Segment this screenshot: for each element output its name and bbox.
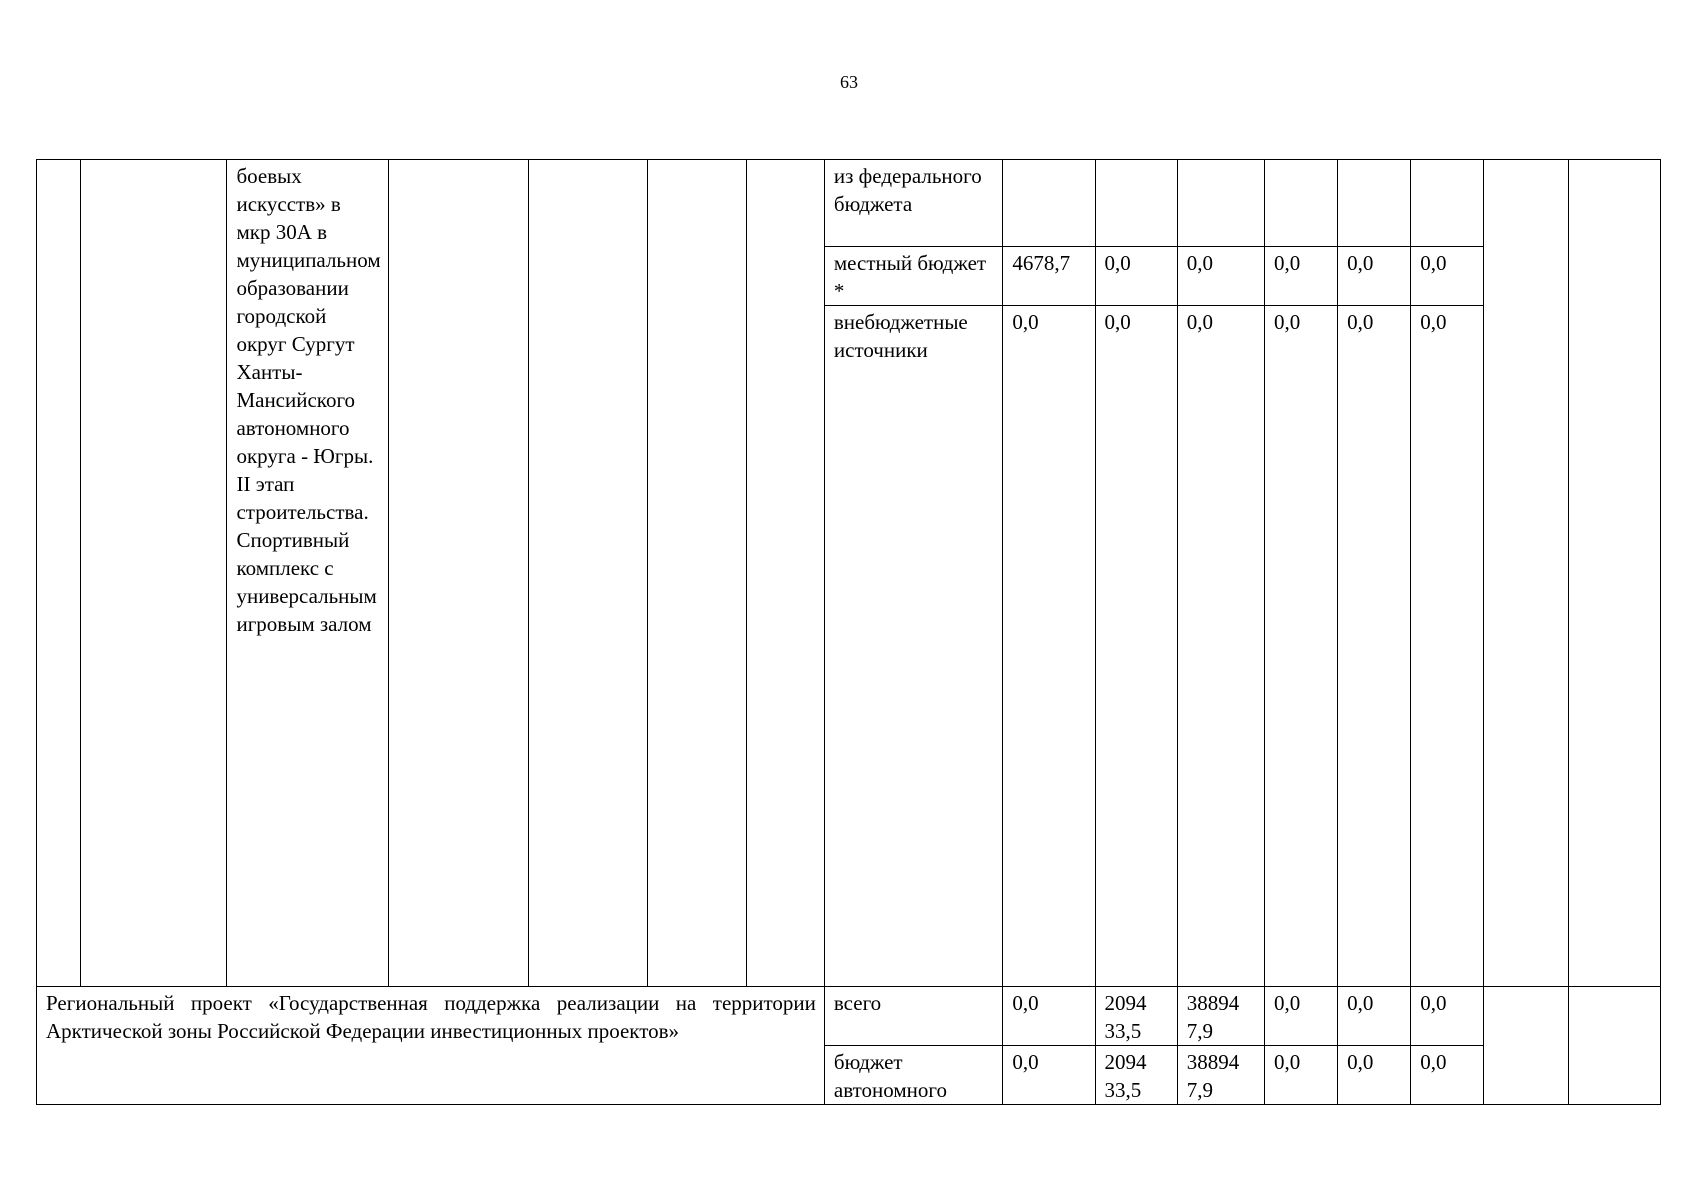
- value-cell: 0,0: [1264, 1046, 1337, 1105]
- cell-empty: [529, 160, 648, 987]
- value-cell: 0,0: [1411, 1046, 1484, 1105]
- cell-empty: [746, 160, 824, 987]
- financing-table: [36, 159, 1661, 1105]
- cell-empty: [1484, 160, 1568, 987]
- value-cell: 0,0: [1411, 247, 1484, 306]
- cell-empty: [648, 160, 746, 987]
- value-cell: 0,0: [1411, 306, 1484, 987]
- table-row-federal: [37, 160, 1661, 247]
- value-cell: 0,0: [1003, 1046, 1095, 1105]
- value-cell: 0,0: [1095, 306, 1177, 987]
- value-cell: 0,0: [1177, 306, 1264, 987]
- source-cell: бюджет автономного: [824, 1046, 1002, 1105]
- cell-empty: [1568, 987, 1660, 1105]
- value-cell: 0,0: [1095, 247, 1177, 306]
- value-cell: 38894 7,9: [1177, 1046, 1264, 1105]
- value-cell: [1177, 160, 1264, 247]
- value-cell: [1338, 160, 1411, 247]
- source-cell: всего: [824, 987, 1002, 1046]
- cell-empty: [1484, 987, 1568, 1105]
- value-cell: 0,0: [1264, 306, 1337, 987]
- value-cell: [1264, 160, 1337, 247]
- page-number: 63: [840, 72, 858, 92]
- regional-project-title: Региональный проект «Государственная поддержка реализации на территории Арктической зоны Российской Федерации инвестиционных проектов»: [37, 987, 825, 1105]
- value-cell: 0,0: [1003, 306, 1095, 987]
- value-cell: 2094 33,5: [1095, 1046, 1177, 1105]
- source-cell: местный бюджет *: [824, 247, 1002, 306]
- cell-empty: [1568, 160, 1660, 987]
- source-cell: внебюджетные источники: [824, 306, 1002, 987]
- value-cell: 0,0: [1003, 987, 1095, 1046]
- value-cell: [1411, 160, 1484, 247]
- value-cell: 0,0: [1264, 247, 1337, 306]
- object-name-cell: боевых искусств» в мкр 30А в муниципальном образовании городской округ Сургут Ханты-Мансийского автономного округа - Югры. II этап строительства. Спортивный комплекс с универсальным игровым залом: [227, 160, 388, 987]
- value-cell: 4678,7: [1003, 247, 1095, 306]
- cell-number: [37, 160, 81, 987]
- value-cell: [1095, 160, 1177, 247]
- source-cell: из федерального бюджета: [824, 160, 1002, 247]
- value-cell: 38894 7,9: [1177, 987, 1264, 1046]
- value-cell: [1003, 160, 1095, 247]
- value-cell: 0,0: [1338, 306, 1411, 987]
- value-cell: 2094 33,5: [1095, 987, 1177, 1046]
- cell-empty: [388, 160, 528, 987]
- cell-name: [81, 160, 227, 987]
- value-cell: 0,0: [1411, 987, 1484, 1046]
- value-cell: 0,0: [1177, 247, 1264, 306]
- value-cell: 0,0: [1264, 987, 1337, 1046]
- value-cell: 0,0: [1338, 247, 1411, 306]
- value-cell: 0,0: [1338, 987, 1411, 1046]
- table-row-regional-total: [37, 987, 1661, 1046]
- value-cell: 0,0: [1338, 1046, 1411, 1105]
